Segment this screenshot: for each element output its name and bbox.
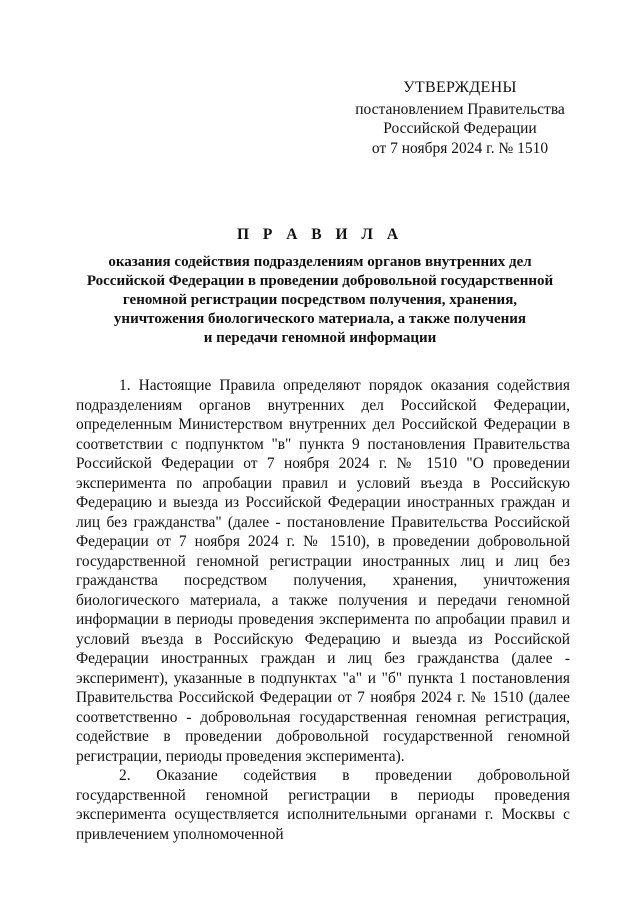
rules-subtitle-line: Российской Федерации в проведении добровольной государственной: [86, 273, 554, 289]
rules-subtitle-line: геномной регистрации посредством получения, хранения,: [122, 292, 518, 308]
rules-body: [76, 376, 570, 844]
rules-subtitle-line: оказания содействия подразделениям органов внутренних дел: [108, 254, 532, 270]
approval-line: Российской Федерации: [383, 120, 537, 137]
approval-line: постановлением Правительства: [355, 100, 565, 118]
rules-title-block: [70, 226, 570, 348]
approval-block: [330, 78, 590, 158]
rules-heading: П Р А В И Л А: [236, 226, 404, 243]
paragraph-1: 1. Настоящие Правила определяют порядок оказания содействия подразделениям органов внутренних дел Российской Федерации, определенным Министерством внутренних дел Российской Федерации в соответствии с подпунктом "в" пункта 9 постановления Правительства Российской Федерации от 7 ноября 2024 г. № 1510 "О проведении эксперимента по апробации правил и условий въезда в Российскую Федерацию и выезда из Российской Федерации иностранных граждан и лиц без гражданства" (далее - постановление Правительства Российской Федерации от 7 ноября 2024 г. № 1510), в проведении добровольной государственной геномной регистрации иностранных лиц и лиц без гражданства посредством получения, хранения, уничтожения биологического материала, а также получения и передачи геномной информации в периоды проведения эксперимента по апробации правил и условий въезда в Российскую Федерацию и выезда из Российской Федерации иностранных граждан и лиц без гражданства (далее - эксперимент), указанные в подпунктах "а" и "б" пункта 1 постановления Правительства Российской Федерации от 7 ноября 2024 г. № 1510 (далее соответственно - добровольная государственная геномная регистрация, содействие в проведении добровольной государственной геномной регистрации, периоды проведения эксперимента).: [76, 377, 570, 765]
approval-line: от 7 ноября 2024 г. № 1510: [371, 139, 549, 157]
rules-subtitle-line: уничтожения биологического материала, а также получения: [113, 311, 527, 327]
paragraph-2: 2. Оказание содействия в проведении добровольной государственной геномной регистрации в периоды проведения эксперимента осуществляется исполнительными органами г. Москвы с привлечением уполномоченной: [76, 767, 570, 843]
approval-heading: УТВЕРЖДЕНЫ: [403, 79, 517, 96]
rules-subtitle-line: и передачи геномной информации: [203, 330, 437, 346]
